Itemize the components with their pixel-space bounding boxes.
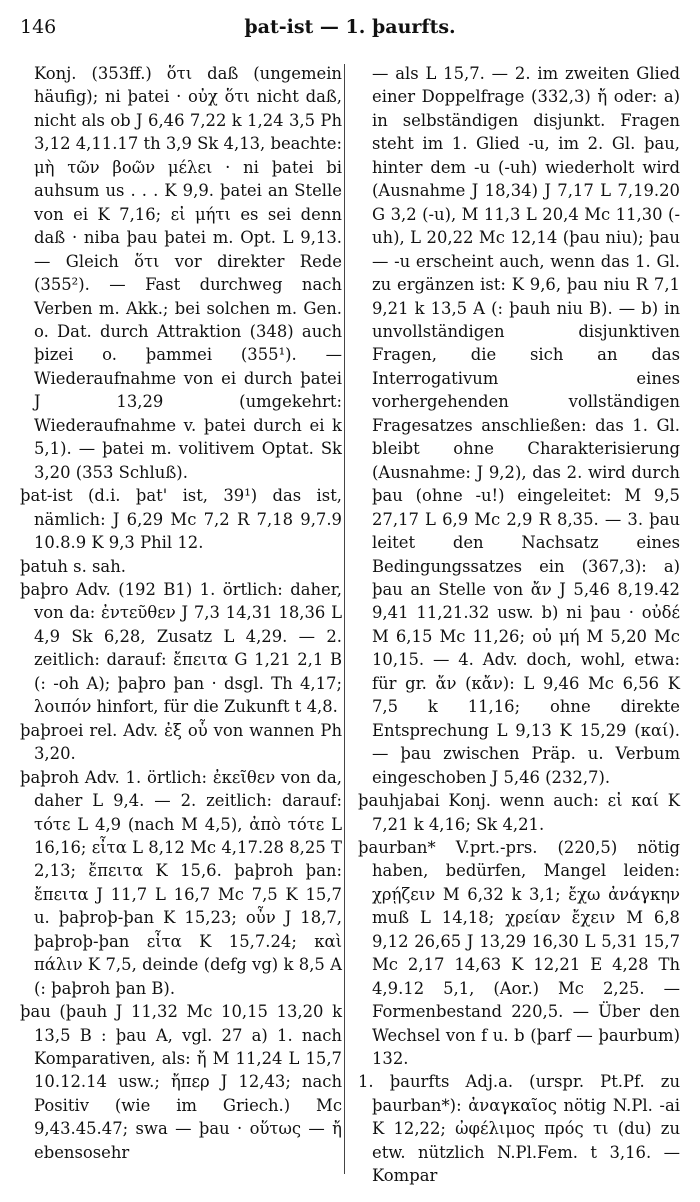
column-divider: [344, 64, 345, 1174]
entry-papro: þaþro Adv. (192 B1) 1. örtlich: daher, von da: ἐντεῦθεν J 7,3 14,31 18,36 L 4,9 Sk 6,28, Zusatz L 4,29. — 2. zeitlich: darauf: ἔπειτα G 1,21 2,1 B (: -oh A); þaþro þan · dsgl. Th 4,17; λοιπόν hinfort, für die Zukunft t 4,8.: [20, 579, 342, 717]
entry-patuh: þatuh s. sah.: [20, 556, 126, 576]
page-number: 146: [20, 16, 57, 38]
right-column: [358, 62, 680, 1188]
entry-paurban: þaurban* V.prt.-prs. (220,5) nötig haben, bedürfen, Mangel leiden: χρῄζειν M 6,32 k 3,1; ἔχω ἀνάγκην muß L 14,18; χρείαν ἔχειν M 6,8 9,12 26,65 J 13,29 16,30 L 5,31 15,7 Mc 2,17 14,63 K 12,21 E 4,28 Th 4,9.12 5,1, (Aor.) Mc 2,25. — Formenbestand 220,5. — Über den Wechsel von f u. b (þarf — þaurbum) 132.: [358, 837, 680, 1069]
entry-pat-ist: þat-ist (d.i. þat' ist, 39¹) das ist, nämlich: J 6,29 Mc 7,2 R 7,18 9,7.9 10.8.9 K 9,3 Phil 12.: [20, 486, 342, 553]
left-column: [20, 62, 342, 1164]
entry-paproh: þaþroh Adv. 1. örtlich: ἐκεῖθεν von da, daher L 9,4. — 2. zeitlich: darauf: τότε L 4,9 (nach M 4,5), ἀπὸ τότε L 16,16; εἶτα L 8,12 Mc 4,17.28 8,25 T 2,13; ἔπειτα K 15,6. þaþroh þan: ἔπειτα J 11,7 L 16,7 Mc 7,5 K 15,7 u. þaþroþ-þan K 15,23; οὖν J 18,7, þaþroþ-þan εἶτα K 15,7.24; καὶ πάλιν K 7,5, deinde (defg vg) k 8,5 A (: þaþroh þan B).: [20, 767, 342, 998]
page-header: [0, 0, 700, 54]
entry-continuation: Konj. (353ff.) ὅτι daß (ungemein häufig); ni þatei · οὐχ ὅτι nicht daß, nicht als ob J 6,46 7,22 k 1,24 3,5 Ph 3,12 4,11.17 th 3,9 Sk 4,13, beachte: μὴ τῶν βοῶν μέλει · ni þatei bi auhsum us . . . K 9,9. þatei an Stelle von ei K 7,16; εἰ μήτι es sei denn daß · niba þau þatei m. Opt. L 9,13. — Gleich ὅτι vor direkter Rede (355²). — Fast durchweg nach Verben m. Akk.; bei solchen m. Gen. o. Dat. durch Attraktion (348) auch þizei o. þammei (355¹). — Wiederaufnahme von ei durch þatei J 13,29 (umgekehrt: Wiederaufnahme v. þatei durch ei k 5,1). — þatei m. volitivem Optat. Sk 3,20 (353 Schluß).: [34, 64, 342, 482]
entry-pauhjabai: þauhjabai Konj. wenn auch: εἰ καί K 7,21 k 4,16; Sk 4,21.: [358, 791, 680, 834]
entry-continuation-pau: — als L 15,7. — 2. im zweiten Glied einer Doppelfrage (332,3) ἤ oder: a) in selbständigen disjunkt. Fragen steht im 1. Glied -u, im 2. Gl. þau, hinter dem -u (-uh) wiederholt wird (Ausnahme J 18,34) J 7,17 L 7,19.20 G 3,2 (-u), M 11,3 L 20,4 Mc 11,30 (-uh), L 20,22 Mc 12,14 (þau niu); þau — -u erscheint auch, wenn das 1. Gl. zu ergänzen ist: K 9,6, þau niu R 7,1 9,21 k 13,5 A (: þauh niu B). — b) in unvollständigen disjunktiven Fragen, die sich an das Interrogativum eines vorhergehenden vollständigen Fragesatzes anschließen: das 1. Gl. bleibt ohne Charakterisierung (Ausnahme: J 9,2), das 2. wird durch þau (ohne -u!) eingeleitet: M 9,5 27,17 L 6,9 Mc 2,9 R 8,35. — 3. þau leitet den Nachsatz eines Bedingungssatzes ein (367,3): a) þau an Stelle von ἄν J 5,46 8,19.42 9,41 11,21.32 usw. b) ni þau · οὐδέ M 6,15 Mc 11,26; οὐ μή M 5,20 Mc 10,15. — 4. Adv. doch, wohl, etwa: für gr. ἄν (κἄν): L 9,46 Mc 6,56 K 7,5 k 11,16; ohne direkte Entsprechung L 9,13 K 15,29 (καί). — þau zwischen Präp. u. Verbum eingeschoben J 5,46 (232,7).: [372, 64, 680, 787]
entry-pau: þau (þauh J 11,32 Mc 10,15 13,20 k 13,5 B : þau A, vgl. 27 a) 1. nach Komparativen, als: ἤ M 11,24 L 15,7 10.12.14 usw.; ἤπερ J 12,43; nach Positiv (wie im Griech.) Mc 9,43.45.47; swa — þau · οὕτως — ἤ ebensosehr: [20, 1002, 342, 1162]
entry-paproei: þaþroei rel. Adv. ἐξ οὗ von wannen Ph 3,20.: [20, 720, 342, 764]
entry-paurfts: 1. þaurfts Adj.a. (urspr. Pt.Pf. zu þaurban*): ἀναγκαῖος nötig N.Pl. -ai K 12,22; ὠφέλιμος πρός τι (du) zu etw. nützlich N.Pl.Fem. t 3,16. — Kompar: [358, 1072, 680, 1186]
running-head: þat-ist — 1. þaurfts.: [244, 16, 456, 38]
